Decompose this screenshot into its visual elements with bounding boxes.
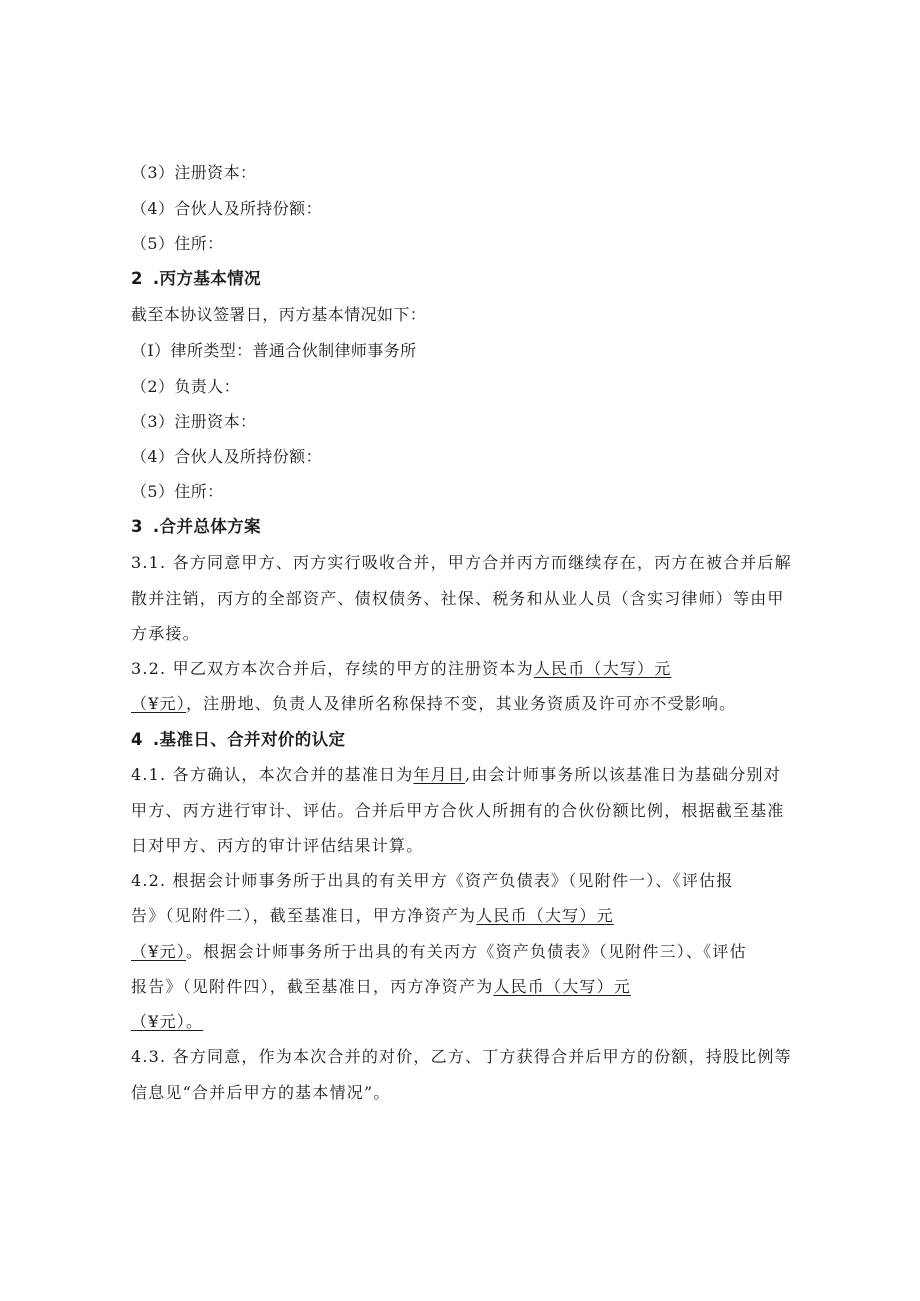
paragraph-line: 4.3. 各方同意，作为本次合并的对价，乙方、丁方获得合并后甲方的份额，持股比例等 xyxy=(131,1047,792,1066)
text-line: （5）住所： xyxy=(131,482,224,501)
paragraph-line xyxy=(131,942,747,962)
paragraph-line xyxy=(131,694,736,714)
fill-in-blank: （¥元） xyxy=(131,694,186,713)
text-run: ,由会计师事务所以该基准日为基础分别对 xyxy=(465,765,781,784)
fill-in-blank: 人民币（大写）元 xyxy=(493,977,632,996)
text-run: 4.1. 各方确认，本次合并的基准日为 xyxy=(131,765,414,784)
text-run: 报告》（见附件四），截至基准日，丙方净资产为 xyxy=(131,977,494,996)
heading-number: 3 xyxy=(131,517,143,536)
text-run: 告》（见附件二），截至基准日，甲方净资产为 xyxy=(131,906,477,925)
paragraph-line: 4.2. 根据会计师事务所于出具的有关甲方《资产负债表》（见附件一）、《评估报 xyxy=(131,871,734,890)
paragraph-line xyxy=(131,906,614,926)
text-run: ，注册地、负责人及律所名称保持不变，其业务资质及许可亦不受影响。 xyxy=(185,694,737,713)
section-heading-4 xyxy=(131,730,345,750)
text-line: （4）合伙人及所持份额： xyxy=(131,199,322,218)
fill-in-blank: （¥元） xyxy=(131,942,186,961)
heading-number: 4 xyxy=(131,730,143,749)
paragraph-line: 信息见“合并后甲方的基本情况”。 xyxy=(131,1083,391,1102)
paragraph-line: 散并注销，丙方的全部资产、债权债务、社保、税务和从业人员（含实习律师）等由甲 xyxy=(131,589,785,608)
text-line: （3）注册资本： xyxy=(131,163,257,182)
paragraph-line: 3.1. 各方同意甲方、丙方实行吸收合并，甲方合并丙方而继续存在，丙方在被合并后解 xyxy=(131,553,792,572)
fill-in-blank: 人民币（大写）元 xyxy=(476,906,614,925)
text-line: （3）注册资本： xyxy=(131,412,257,431)
fill-in-blank: 年月日 xyxy=(413,765,466,784)
text-line: （I）律所类型：普通合伙制律师事务所 xyxy=(131,341,417,360)
text-line: （5）住所： xyxy=(131,234,224,253)
heading-number: 2 xyxy=(131,269,143,288)
text-line: 截至本协议签署日，丙方基本情况如下： xyxy=(131,305,427,324)
heading-text: .丙方基本情况 xyxy=(152,269,261,288)
fill-in-blank: （¥元）。 xyxy=(131,1012,204,1031)
text-run: 3.2. 甲乙双方本次合并后，存续的甲方的注册资本为 xyxy=(131,659,534,678)
paragraph-line xyxy=(131,1012,203,1032)
section-heading-2 xyxy=(131,269,261,289)
text-run: 。根据会计师事务所于出具的有关丙方《资产负债表》（见附件三）、《评估 xyxy=(185,942,747,961)
text-line: （4）合伙人及所持份额： xyxy=(131,447,322,466)
paragraph-line xyxy=(131,977,631,997)
heading-text: .基准日、合并对价的认定 xyxy=(152,730,346,749)
paragraph-line xyxy=(131,659,671,679)
paragraph-line: 甲方、丙方进行审计、评估。合并后甲方合伙人所拥有的合伙份额比例，根据截至基准 xyxy=(131,801,785,820)
section-heading-3 xyxy=(131,517,261,537)
fill-in-blank: 人民币（大写）元 xyxy=(533,659,672,678)
text-line: （2）负责人： xyxy=(131,377,240,396)
heading-text: .合并总体方案 xyxy=(152,517,261,536)
paragraph-line xyxy=(131,765,781,785)
paragraph-line: 日对甲方、丙方的审计评估结果计算。 xyxy=(131,836,424,855)
paragraph-line: 方承接。 xyxy=(131,624,200,643)
